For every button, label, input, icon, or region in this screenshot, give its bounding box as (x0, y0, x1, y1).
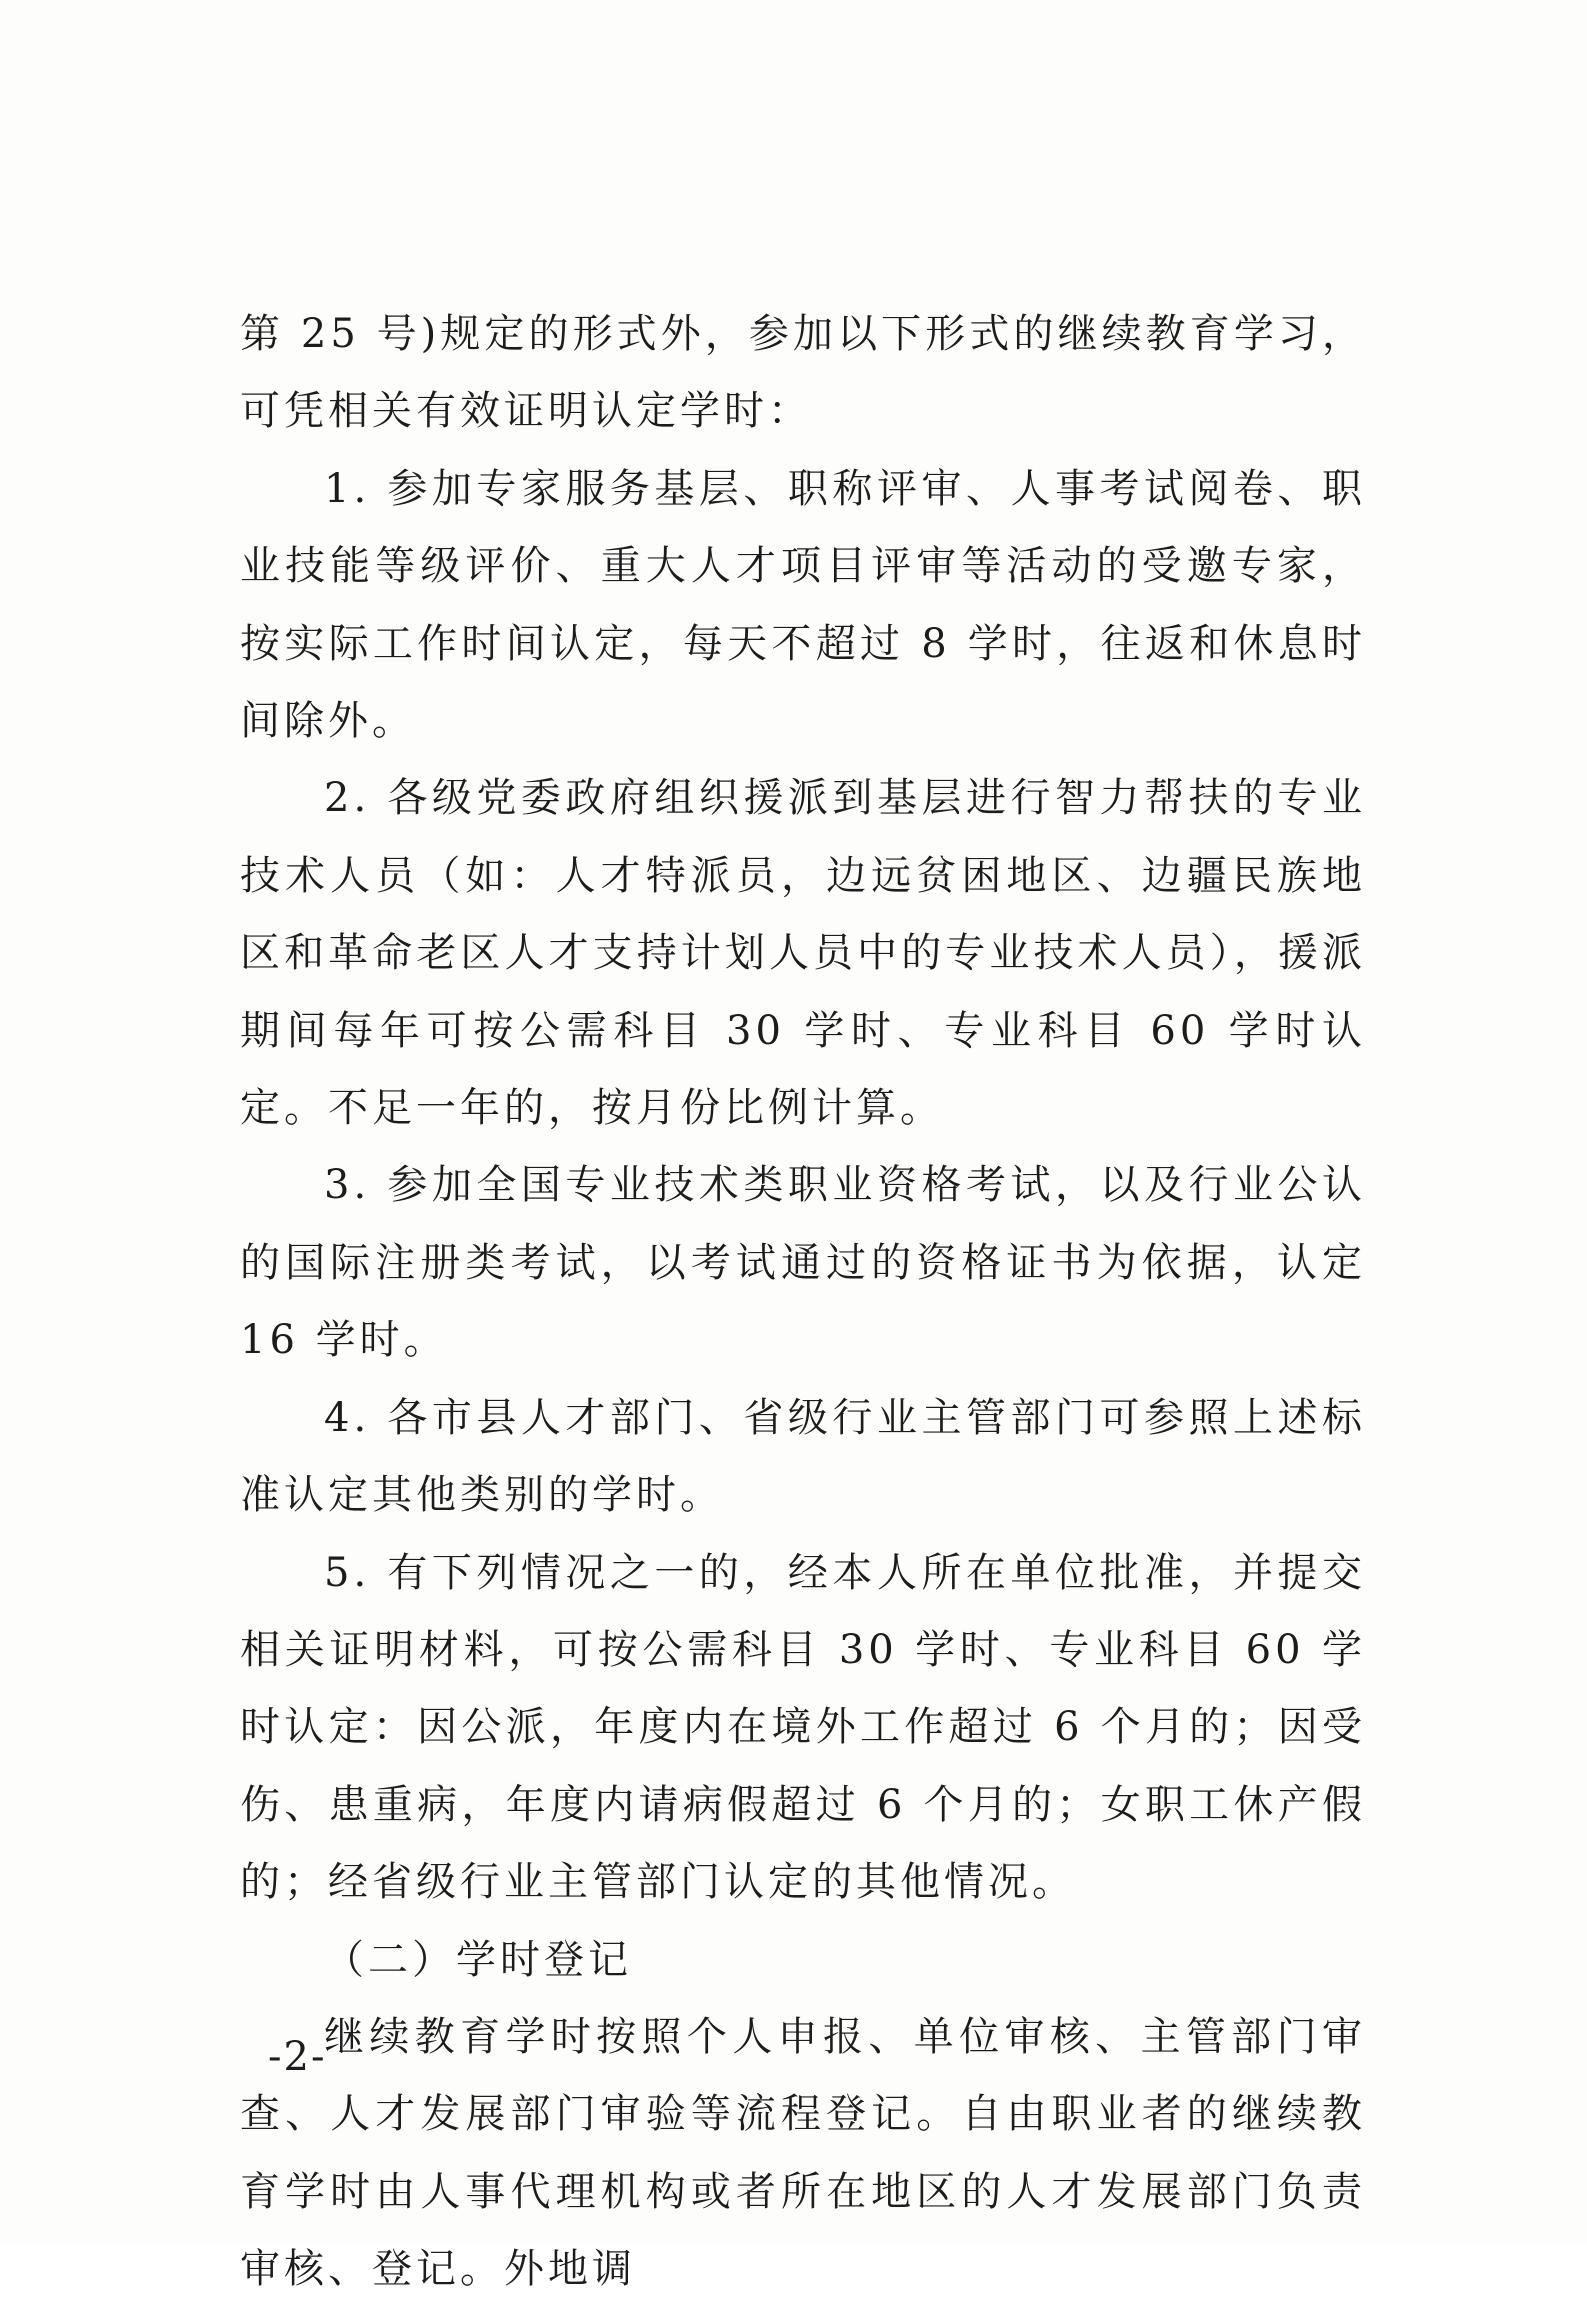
section-heading: （二）学时登记 (324, 1936, 632, 1983)
paragraph-item-3: 3. 参加全国专业技术类职业资格考试，以及行业公认的国际注册类考试，以考试通过的资格证书为依据，认定 16 学时。 (240, 1162, 1366, 1364)
paragraph-item-1: 1. 参加专家服务基层、职称评审、人事考试阅卷、职业技能等级评价、重大人才项目评审等活动的受邀专家，按实际工作时间认定，每天不超过 8 学时，往返和休息时间除外。 (240, 465, 1366, 745)
paragraph-item-2: 2. 各级党委政府组织援派到基层进行智力帮扶的专业技术人员（如：人才特派员，边远贫困地区、边疆民族地区和革命老区人才支持计划人员中的专业技术人员），援派期间每年可按公需科目 30 学时、专业科目 60 学时认定。不足一年的，按月份比例计算。 (240, 775, 1366, 1132)
document-body (240, 296, 1366, 2309)
page-number: -2- (268, 2034, 327, 2080)
paragraph-item-4: 4. 各市县人才部门、省级行业主管部门可参照上述标准认定其他类别的学时。 (240, 1394, 1366, 1519)
paragraph-item-5: 5. 有下列情况之一的，经本人所在单位批准，并提交相关证明材料，可按公需科目 30 学时、专业科目 60 学时认定：因公派，年度内在境外工作超过 6 个月的；因受伤、患重病，年度内请病假超过 6 个月的；女职工休产假的；经省级行业主管部门认定的其他情况。 (240, 1549, 1366, 1906)
paragraph-continuation: 第 25 号)规定的形式外，参加以下形式的继续教育学习，可凭相关有效证明认定学时： (240, 311, 1366, 435)
paragraph-registration: 继续教育学时按照个人申报、单位审核、主管部门审查、人才发展部门审验等流程登记。自由职业者的继续教育学时由人事代理机构或者所在地区的人才发展部门负责审核、登记。外地调 (240, 2013, 1366, 2293)
